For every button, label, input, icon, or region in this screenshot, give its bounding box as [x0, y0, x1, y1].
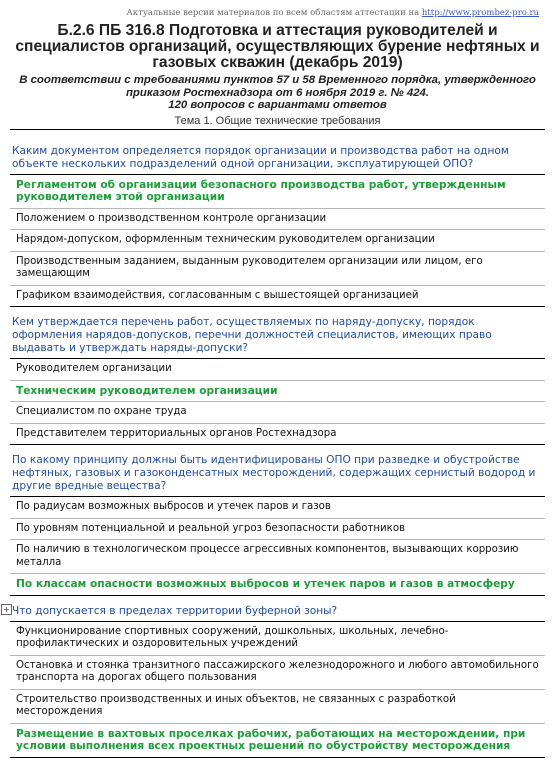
- answer-list: [10, 174, 545, 308]
- question-block: [10, 450, 545, 596]
- table-move-handle-icon[interactable]: +: [1, 604, 12, 615]
- question-block: [10, 141, 545, 308]
- answer-option: Руководителем организации: [10, 359, 545, 381]
- answer-option: Положением о производственном контроле организации: [10, 209, 545, 231]
- question-label: Каким документом определяется порядок организации и производства работ на одном объекте нескольких подразделений одной организации, эксплуатирующей ОПО?: [12, 144, 509, 170]
- answer-option: Представителем территориальных органов Ростехнадзора: [10, 424, 545, 446]
- answer-option: Остановка и стоянка транзитного пассажирского железнодорожного и любого автомобильного транспорта на дорогах общего пользования: [10, 656, 545, 690]
- question-block: [3, 601, 545, 758]
- question-text: [10, 312, 545, 358]
- question-block: [10, 312, 545, 445]
- answer-option: Графиком взаимодействия, согласованным с вышестоящей организацией: [10, 286, 545, 308]
- answer-list: [10, 358, 545, 445]
- answer-option: По уровням потенциальной и реальной угроз безопасности работников: [10, 519, 545, 541]
- topic-heading: Тема 1. Общие технические требования: [10, 115, 545, 130]
- answer-list: [10, 496, 545, 596]
- document-page: [3, 0, 545, 763]
- question-label: По какому принципу должны быть идентифицированы ОПО при разведке и обустройстве нефтяных, газовых и газоконденсатных месторождений, содержащих сернистый водород и другие вредные вещества?: [12, 454, 536, 492]
- subtitle-order: В соответствии с требованиями пунктов 57 и 58 Временного порядка, утвержденного приказом Ростехнадзора от 6 ноября 2019 г. № 424.: [19, 74, 536, 99]
- subtitle-count: 120 вопросов с вариантами ответов: [168, 99, 387, 111]
- question-label: Кем утверждается перечень работ, осуществляемых по наряду-допуску, порядок оформления нарядов-допусков, перечни должностей специалистов, имеющих право выдавать и утверждать наряды-допуски?: [12, 316, 492, 354]
- answer-option: По наличию в технологическом процессе агрессивных компонентов, вызывающих коррозию металла: [10, 540, 545, 574]
- answer-option-correct: Техническим руководителем организации: [10, 381, 545, 403]
- site-link[interactable]: http://www.prombez-pro.ru: [421, 8, 539, 18]
- answer-option: Строительство производственных и иных объектов, не связанных с разработкой месторождения: [10, 690, 545, 724]
- answer-option-correct: По классам опасности возможных выбросов и утечек паров и газов в атмосферу: [10, 574, 545, 596]
- answer-list: [10, 621, 545, 758]
- question-text: [10, 141, 545, 174]
- answer-option: Функционирование спортивных сооружений, дошкольных, школьных, лечебно-профилактических и оздоровительных учреждений: [10, 622, 545, 656]
- answer-option: По радиусам возможных выбросов и утечек паров и газов: [10, 497, 545, 519]
- answer-option-correct: Регламентом об организации безопасного производства работ, утвержденным руководителем этой организации: [10, 175, 545, 209]
- header-note-text: Актуальные версии материалов по всем областям аттестации на: [126, 8, 422, 18]
- question-list: [3, 141, 545, 758]
- document-subtitle: [10, 74, 545, 112]
- answer-option-correct: Размещение в вахтовых проселках рабочих, работающих на месторождении, при условии выполнения всех проектных решений по обустройству месторождения: [10, 724, 545, 758]
- question-text: [10, 450, 545, 496]
- answer-option: Специалистом по охране труда: [10, 402, 545, 424]
- answer-option: Нарядом-допуском, оформленным техническим руководителем организации: [10, 230, 545, 252]
- answer-option: Производственным заданием, выданным руководителем организации или лицом, его замещающим: [10, 252, 545, 286]
- question-label: Что допускается в пределах территории буферной зоны?: [12, 604, 338, 617]
- document-title: Б.2.6 ПБ 316.8 Подготовка и аттестация руководителей и специалистов организаций, осуществляющих бурение нефтяных и газовых скважин (декабрь 2019): [15, 22, 540, 71]
- header-note: [10, 8, 545, 19]
- question-text: [3, 601, 545, 621]
